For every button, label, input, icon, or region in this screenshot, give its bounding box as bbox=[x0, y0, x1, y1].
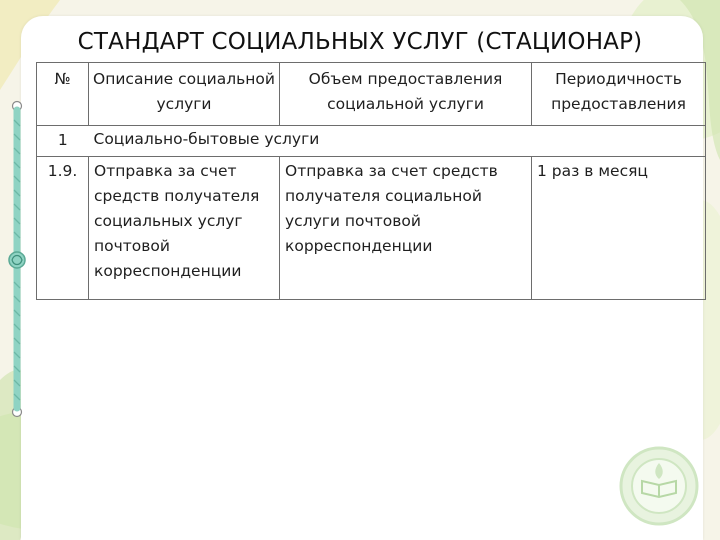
section-number: 1 bbox=[37, 126, 89, 157]
row-description: Отправка за счет средств получателя социальных услуг почтовой корреспонденции bbox=[89, 157, 280, 300]
table-row bbox=[37, 157, 706, 300]
table-header-row bbox=[37, 63, 706, 126]
rope-decoration-icon bbox=[8, 100, 26, 418]
header-description: Описание социальной услуги bbox=[89, 63, 280, 126]
page-title: СТАНДАРТ СОЦИАЛЬНЫХ УСЛУГ (СТАЦИОНАР) bbox=[77, 29, 643, 55]
services-table bbox=[36, 62, 706, 300]
row-volume: Отправка за счет средств получателя социальной услуги почтовой корреспонденции bbox=[280, 157, 532, 300]
row-frequency: 1 раз в месяц bbox=[532, 157, 706, 300]
header-volume: Объем предоставления социальной услуги bbox=[280, 63, 532, 126]
section-row bbox=[37, 126, 706, 157]
header-frequency: Периодичность предоставления bbox=[532, 63, 706, 126]
section-label: Социально-бытовые услуги bbox=[89, 126, 706, 157]
center-emblem-icon bbox=[618, 445, 700, 527]
header-number: № bbox=[37, 63, 89, 126]
row-number: 1.9. bbox=[37, 157, 89, 300]
